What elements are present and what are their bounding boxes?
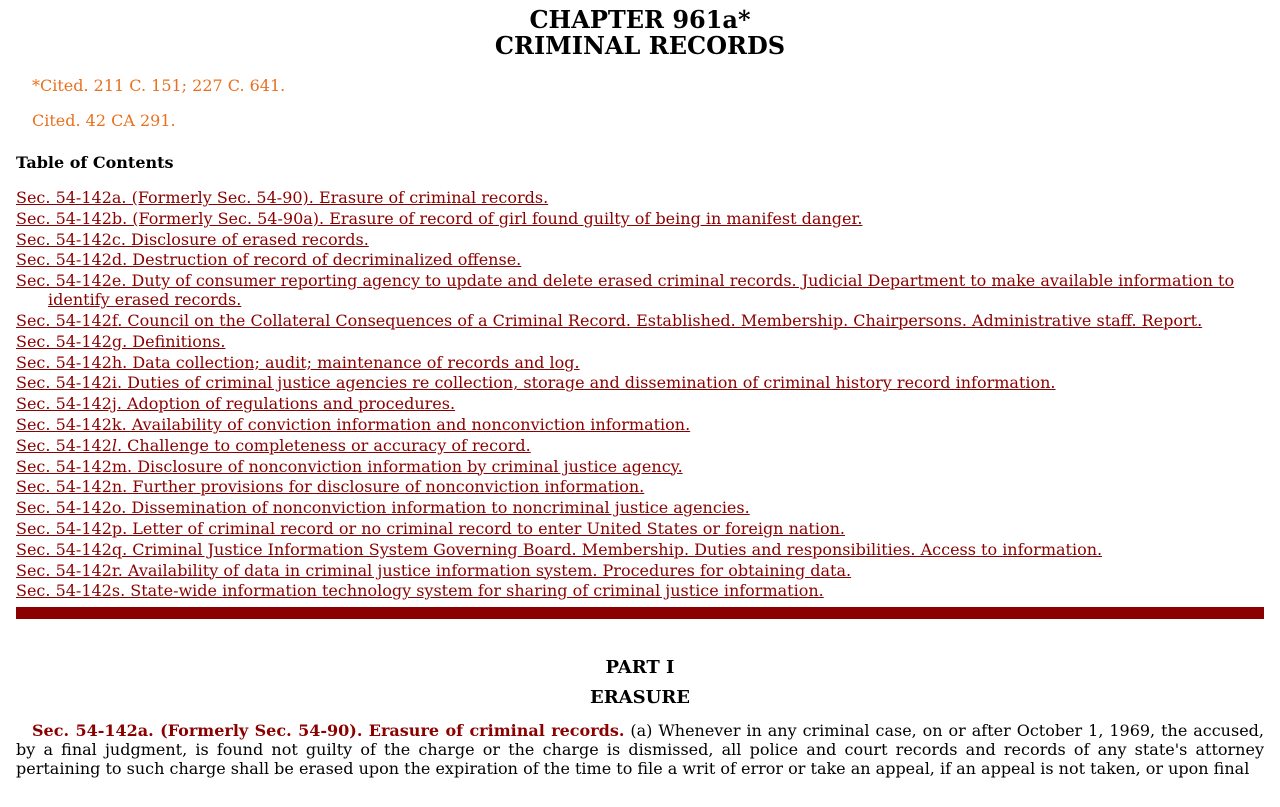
toc-link-54-142f[interactable]: Sec. 54-142f. Council on the Collateral Consequences of a Criminal Record. Established. Membership. Chairpersons. Administrative staff. Report. [16, 310, 1203, 330]
section-body [16, 721, 1264, 778]
toc-link-54-142r[interactable]: Sec. 54-142r. Availability of data in criminal justice information system. Procedures for obtaining data. [16, 560, 852, 580]
section-heading: Sec. 54-142a. (Formerly Sec. 54-90). Erasure of criminal records. [32, 721, 625, 741]
toc-link-54-142o[interactable]: Sec. 54-142o. Dissemination of nonconviction information to noncriminal justice agencies. [16, 498, 750, 518]
toc-heading: Table of Contents [16, 153, 174, 172]
toc-link-54-142a[interactable]: Sec. 54-142a. (Formerly Sec. 54-90). Erasure of criminal records. [16, 188, 549, 207]
document-page [0, 7, 1280, 778]
toc-link-54-142p[interactable]: Sec. 54-142p. Letter of criminal record or no criminal record to enter United States or foreign nation. [16, 518, 845, 538]
toc-link-prefix: Sec. 54-142 [16, 435, 112, 455]
toc-link-54-142c[interactable]: Sec. 54-142c. Disclosure of erased records. [16, 229, 369, 249]
section-text: (a) Whenever in any criminal case, on or after October 1, 1969, the accused, by a final judgment, is found not guilty of the charge or the charge is dismissed, all police and court records and records of any state's attorney pertaining to such charge shall be erased upon the expiration of the time to file a writ of error or take an appeal, if an appeal is not taken, or upon final [16, 721, 1264, 779]
toc-link-54-142i[interactable]: Sec. 54-142i. Duties of criminal justice agencies re collection, storage and dissemination of criminal history record information. [16, 373, 1056, 393]
toc-link-rest: . Challenge to completeness or accuracy of record. [117, 435, 531, 455]
toc-link-54-142n[interactable]: Sec. 54-142n. Further provisions for disclosure of nonconviction information. [16, 477, 645, 497]
toc-link-54-142q[interactable]: Sec. 54-142q. Criminal Justice Information System Governing Board. Membership. Duties and responsibilities. Access to information. [16, 539, 1103, 559]
chapter-number: CHAPTER 961a* [529, 5, 751, 34]
toc-link-54-142e[interactable]: Sec. 54-142e. Duty of consumer reporting agency to update and delete erased criminal records. Judicial Department to make available information to identify erased records. [16, 271, 1235, 310]
toc-link-54-142d[interactable]: Sec. 54-142d. Destruction of record of decriminalized offense. [16, 250, 522, 270]
toc-link-letter: l [111, 435, 117, 455]
toc-link-54-142s[interactable]: Sec. 54-142s. State-wide information technology system for sharing of criminal justice information. [16, 581, 824, 601]
toc-link-54-142j[interactable]: Sec. 54-142j. Adoption of regulations and procedures. [16, 394, 456, 414]
toc-link-54-142l[interactable] [16, 436, 1264, 455]
section-divider [16, 607, 1264, 619]
chapter-title [16, 7, 1264, 59]
toc-link-54-142m[interactable]: Sec. 54-142m. Disclosure of nonconviction information by criminal justice agency. [16, 456, 683, 476]
part-subtitle: ERASURE [589, 687, 691, 709]
toc-link-54-142g[interactable]: Sec. 54-142g. Definitions. [16, 331, 226, 351]
toc-link-54-142b[interactable]: Sec. 54-142b. (Formerly Sec. 54-90a). Erasure of record of girl found guilty of being in manifest danger. [16, 208, 863, 228]
table-of-contents [16, 188, 1264, 600]
toc-link-54-142k[interactable]: Sec. 54-142k. Availability of conviction information and nonconviction information. [16, 414, 691, 434]
chapter-subtitle: CRIMINAL RECORDS [494, 31, 786, 60]
toc-link-54-142h[interactable]: Sec. 54-142h. Data collection; audit; maintenance of records and log. [16, 352, 580, 372]
citation-note: *Cited. 211 C. 151; 227 C. 641. [32, 76, 286, 95]
citation-note: Cited. 42 CA 291. [32, 111, 176, 130]
part-title: PART I [605, 657, 675, 679]
